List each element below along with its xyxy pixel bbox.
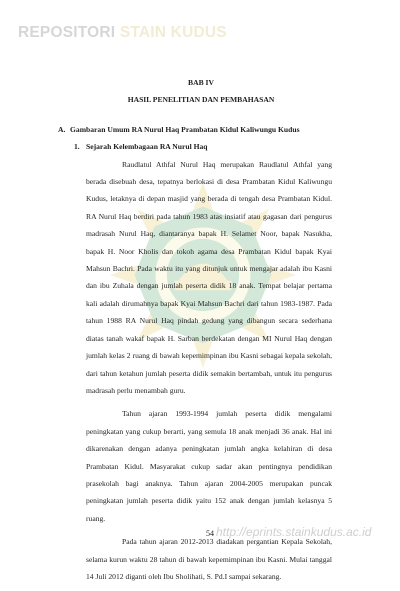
subsection-1-label: 1. xyxy=(74,142,80,152)
watermark-url: http://eprints.stainkudus.ac.id xyxy=(216,525,372,539)
paragraph-principal-change: Pada tahun ajaran 2012-2013 diadakan pergantian Kepala Sekolah, selama kurun waktu 28 tahun di bawah kepemimpinan ibu Kasni. Mulai tanggal 14 Juli 2012 diganti oleh Ibu Sholihati, S. Pd.I sampai sekarang. xyxy=(86,537,332,581)
page-number: 54 xyxy=(206,529,214,538)
watermark-stain-kudus-text: STAIN KUDUS xyxy=(119,24,227,41)
paragraph-history-founding: Raudlatul Athfal Nurul Haq merupakan Raudlatul Athfal yang berada disebuah desa, tepatnya berlokasi di desa Prambatan Kidul Kaliwungu Kudus, letaknya di depan masjid yang berada di tengah desa Prambatan Kidul. RA Nurul Haq berdiri pada tahun 1983 atas insiatif atau gagasan dari pengurus madrasah Nurul Haq, diantaranya bapak H. Selamet Noor, bapak Nasukha, bapak H. Noor Kholis dan tokoh agama desa Prambatan Kidul bapak Kyai Mahsun Bachri. Pada waktu itu yang ditunjuk untuk mengajar adalah ibu Kasni dan ibu Zuhala dengan jumlah peserta didik 18 anak. Tempat belajar pertama kali adalah dirumahnya bapak Kyai Mahsun Bachri dari tahun 1983-1987. Pada tahun 1988 RA Nurul Haq pindah gedung yang dibangun secara sederhana diatas tanah wakaf bapak H. Sarban berdekatan dengan MI Nurul Haq dengan jumlah kelas 2 ruang di bawah kepemimpinan ibu Kasni sebagai kepala sekolah, dari tahun ketahun jumlah peserta didik semakin bertambah, untuk itu pengurus madrasah perlu menambah guru. xyxy=(86,159,332,395)
page-footer xyxy=(206,525,371,539)
chapter-title: HASIL PENELITIAN DAN PEMBAHASAN xyxy=(127,95,275,105)
watermark-repositori-text: REPOSITORI xyxy=(18,24,120,41)
subsection-1-title: Sejarah Kelembagaan RA Nurul Haq xyxy=(86,142,208,152)
section-a-label: A. xyxy=(58,124,66,134)
document-body xyxy=(58,74,332,591)
subsection-1-heading xyxy=(74,138,332,155)
section-a-heading xyxy=(58,121,340,138)
repository-watermark-header xyxy=(18,24,227,42)
section-a-title: Gambaran Umum RA Nurul Haq Prambatan Kidul Kaliwungu Kudus xyxy=(70,124,300,134)
chapter-number: BAB IV xyxy=(188,78,214,87)
paragraph-enrollment-growth: Tahun ajaran 1993-1994 jumlah peserta didik mengalami peningkatan yang cukup berarti, yang semula 18 anak menjadi 36 anak. Hal ini dikarenakan dengan adanya peningkatan jumlah angka kelahiran di desa Prambatan Kidul. Masyarakat cukup sadar akan pentingnya pendidikan prasekolah bagi anaknya. Tahun ajaran 2004-2005 merupakan puncak peningkatan jumlah peserta didik yaitu 152 anak dengan jumlah kelasnya 5 ruang. xyxy=(86,409,332,523)
